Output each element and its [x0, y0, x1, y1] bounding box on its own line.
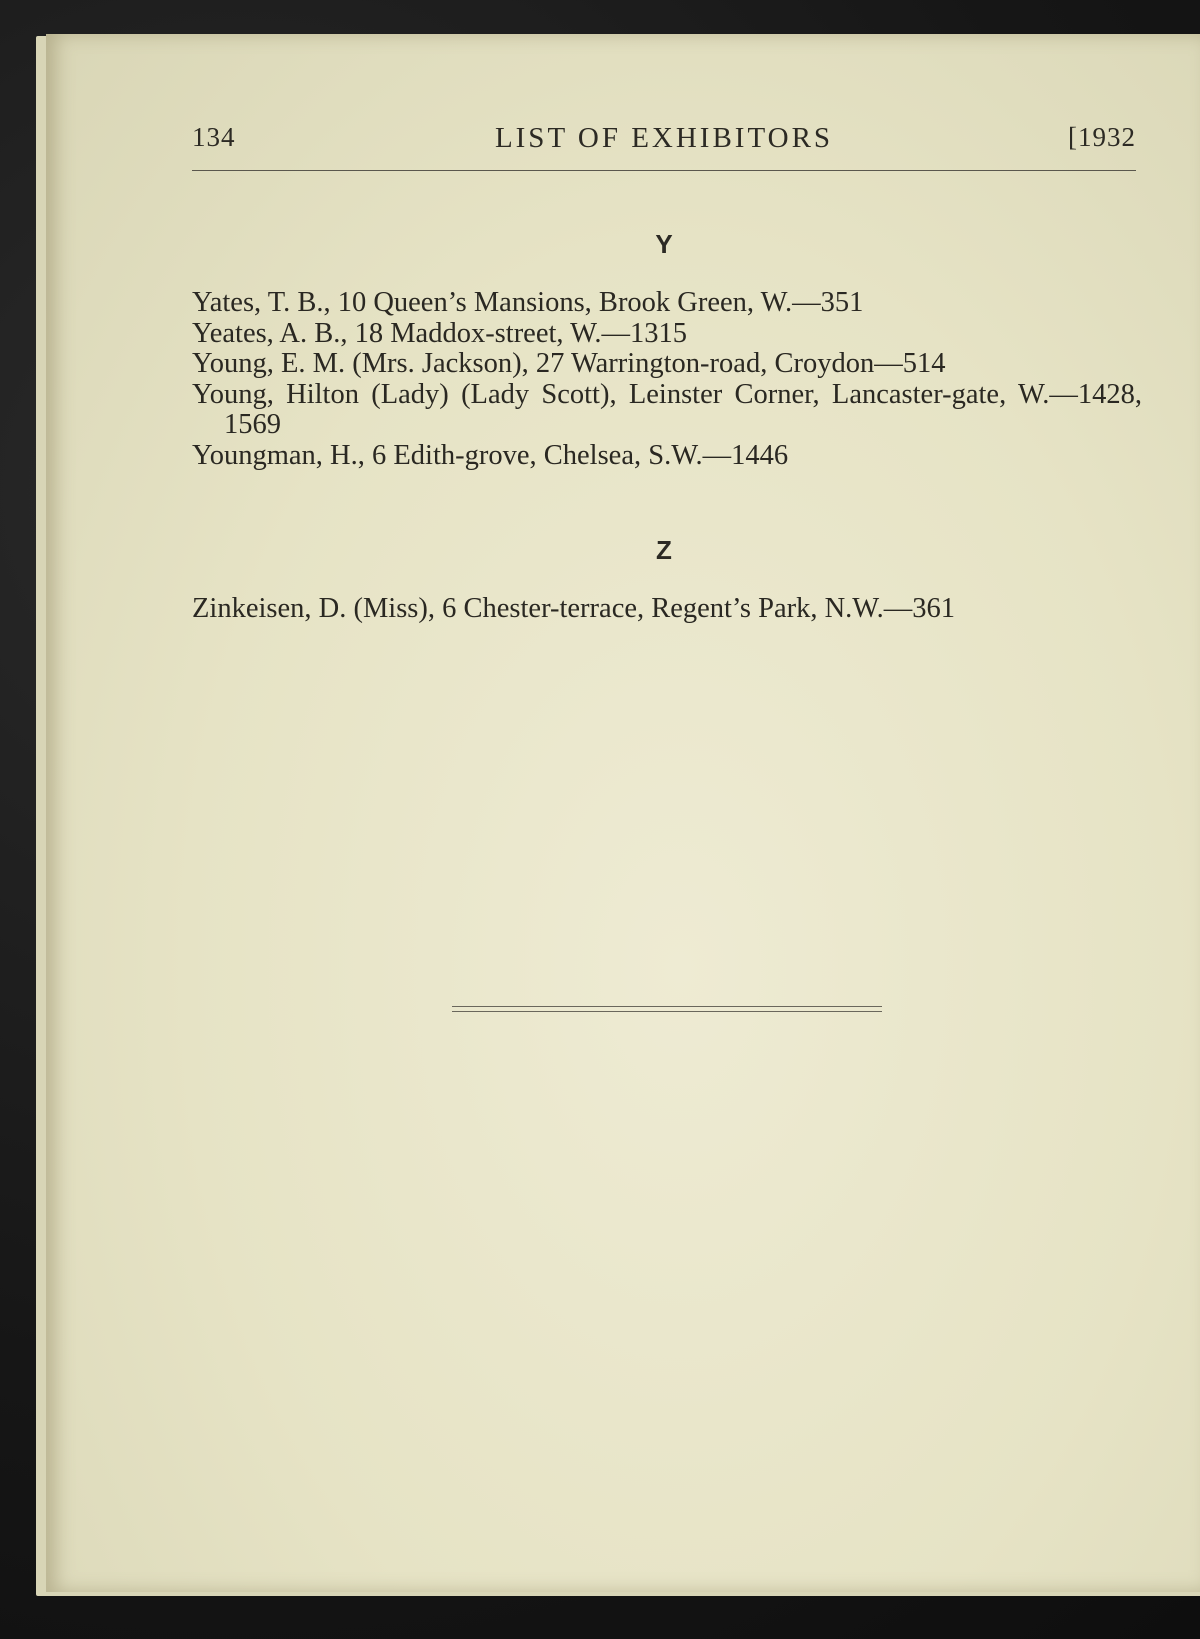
section-letter-y: Y: [655, 229, 673, 259]
running-title: LIST OF EXHIBITORS: [494, 122, 834, 154]
closing-double-rule: [452, 1006, 882, 1012]
exhibitor-entry: Young, Hilton (Lady) (Lady Scott), Leinster Corner, Lancaster-gate, W.—1428, 1569: [192, 378, 1142, 440]
book-page: [46, 34, 1200, 1592]
exhibitor-entry: Youngman, H., 6 Edith-grove, Chelsea, S.W.—1446: [192, 439, 789, 471]
header-rule: [192, 170, 1136, 171]
section-letter-z: Z: [656, 535, 672, 565]
exhibitor-entry: Yates, T. B., 10 Queen’s Mansions, Brook Green, W.—351: [192, 287, 864, 318]
entry-list-z: [192, 594, 1142, 625]
exhibitor-entry: Zinkeisen, D. (Miss), 6 Chester-terrace, Regent’s Park, N.W.—361: [192, 593, 955, 624]
exhibitor-entry: Yeates, A. B., 18 Maddox-street, W.—1315: [192, 317, 688, 349]
exhibitor-entry: Young, E. M. (Mrs. Jackson), 27 Warrington-road, Croydon—514: [192, 348, 946, 379]
page-number: 134: [192, 122, 236, 152]
entry-list-y: [192, 288, 1142, 471]
running-header: [192, 118, 1136, 158]
year-label: [1932: [1068, 122, 1136, 152]
